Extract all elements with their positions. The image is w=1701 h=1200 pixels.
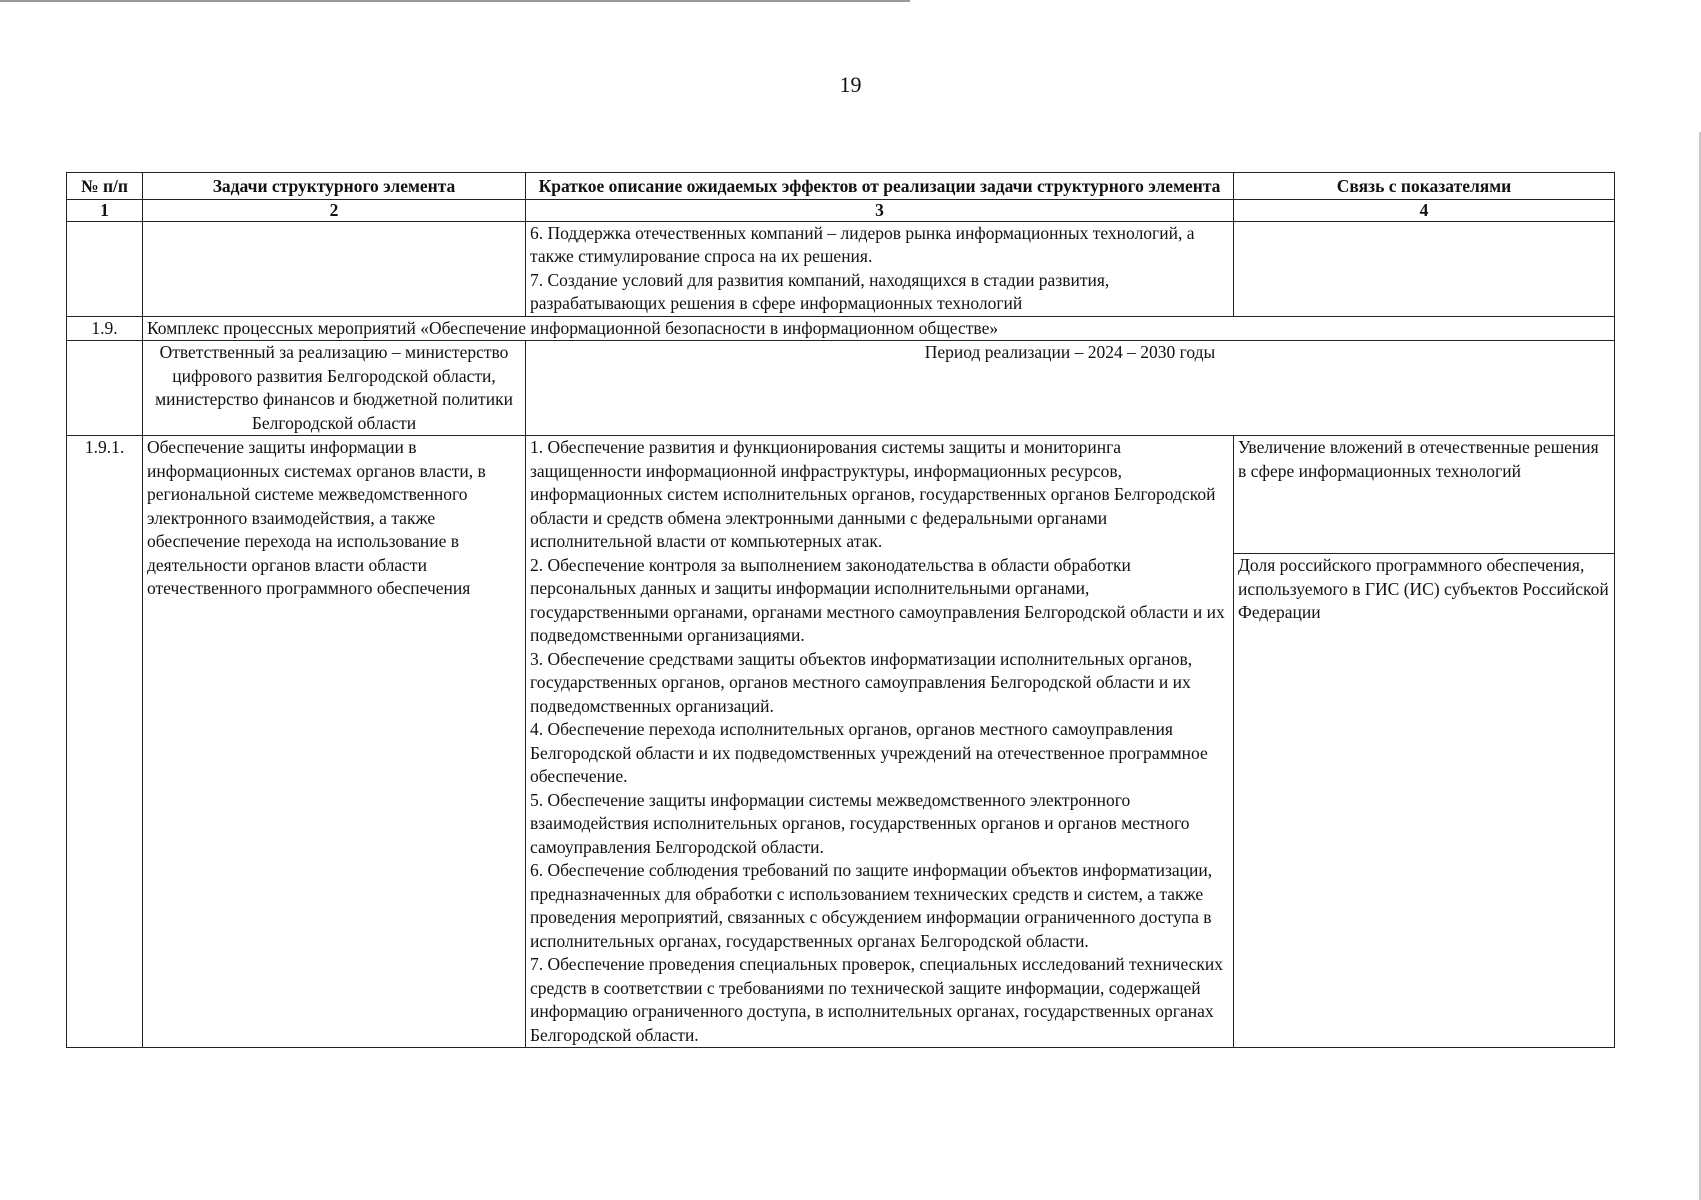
header-indicators: Связь с показателями <box>1234 173 1615 200</box>
indicators-cell-empty <box>1234 221 1615 316</box>
effect-item: 1. Обеспечение развития и функционирования системы защиты и мониторинга защищенности информационной инфраструктуры, информационных ресурсов, информационных систем исполнительных органов, государственных органов Белгородской области и средств обмена электронными данными с федеральными органами исполнительной власти от компьютерных атак. <box>530 437 1216 551</box>
measures-table <box>66 172 1615 1048</box>
indicators-cell <box>1234 436 1615 1048</box>
row-number: 1.9.1. <box>67 436 143 1048</box>
row-number: 1.9. <box>67 316 143 341</box>
effect-item: 6. Поддержка отечественных компаний – лидеров рынка информационных технологий, а также стимулирование спроса на их решения. <box>530 222 1195 266</box>
effects-cell <box>526 221 1234 316</box>
table-row-1-9-1 <box>67 436 1615 1048</box>
effect-item: 2. Обеспечение контроля за выполнением законодательства в области обработки персональных данных и защиты информации исполнительными органами, государственными органами, органами местного самоуправления Белгородской области и их подведомственными организациями. <box>530 554 1225 645</box>
indicator-item: Увеличение вложений в отечественные решения в сфере информационных технологий <box>1234 436 1614 554</box>
effect-item: 7. Создание условий для развития компаний, находящихся в стадии развития, разрабатывающих решения в сфере информационных технологий <box>530 269 1110 313</box>
column-number: 3 <box>526 199 1234 221</box>
row-number-empty <box>67 341 143 436</box>
table-row-1-9 <box>67 316 1615 341</box>
row-number-empty <box>67 221 143 316</box>
header-effects: Краткое описание ожидаемых эффектов от реализации задачи структурного элемента <box>526 173 1234 200</box>
responsible-cell: Ответственный за реализацию – министерство цифрового развития Белгородской области, министерство финансов и бюджетной политики Белгородской области <box>143 341 526 436</box>
column-number: 2 <box>143 199 526 221</box>
scan-artifact-top-line <box>0 0 910 2</box>
task-cell: Обеспечение защиты информации в информационных системах органов власти, в региональной системе межведомственного электронного взаимодействия, а также обеспечение перехода на использование в деятельности органов власти области отечественного программного обеспечения <box>143 436 526 1048</box>
column-number-row <box>67 199 1615 221</box>
column-number: 4 <box>1234 199 1615 221</box>
effect-item: 3. Обеспечение средствами защиты объектов информатизации исполнительных органов, государственных органов, органов местного самоуправления Белгородской области и их подведомственных организаций. <box>530 648 1193 716</box>
table-header-row <box>67 173 1615 200</box>
task-cell-empty <box>143 221 526 316</box>
header-tasks: Задачи структурного элемента <box>143 173 526 200</box>
table-row-continuation <box>67 221 1615 316</box>
complex-title: Комплекс процессных мероприятий «Обеспечение информационной безопасности в информационном обществе» <box>143 316 1615 341</box>
table-row-responsible <box>67 341 1615 436</box>
period-cell: Период реализации – 2024 – 2030 годы <box>526 341 1615 436</box>
indicator-item: Доля российского программного обеспечения, используемого в ГИС (ИС) субъектов Российской Федерации <box>1238 555 1609 622</box>
header-number: № п/п <box>67 173 143 200</box>
column-number: 1 <box>67 199 143 221</box>
effects-cell <box>526 436 1234 1048</box>
effect-item: 4. Обеспечение перехода исполнительных органов, органов местного самоуправления Белгородской области и их подведомственных учреждений на отечественное программное обеспечение. <box>530 719 1208 786</box>
effect-item: 5. Обеспечение защиты информации системы межведомственного электронного взаимодействия исполнительных органов, государственных органов и органов местного самоуправления Белгородской области. <box>530 789 1190 857</box>
page-number: 19 <box>839 72 862 97</box>
effect-item: 6. Обеспечение соблюдения требований по защите информации объектов информатизации, предназначенных для обработки с использованием технических средств и систем, а также проведения мероприятий, связанных с обсуждением информации ограниченного доступа в исполнительных органах, государственных органах Белгородской области. <box>530 860 1213 951</box>
effect-item: 7. Обеспечение проведения специальных проверок, специальных исследований технических средств в соответствии с требованиями по технической защите информации, содержащей информацию ограниченного доступа, в исполнительных органах, государственных органах Белгородской области. <box>530 954 1224 1045</box>
